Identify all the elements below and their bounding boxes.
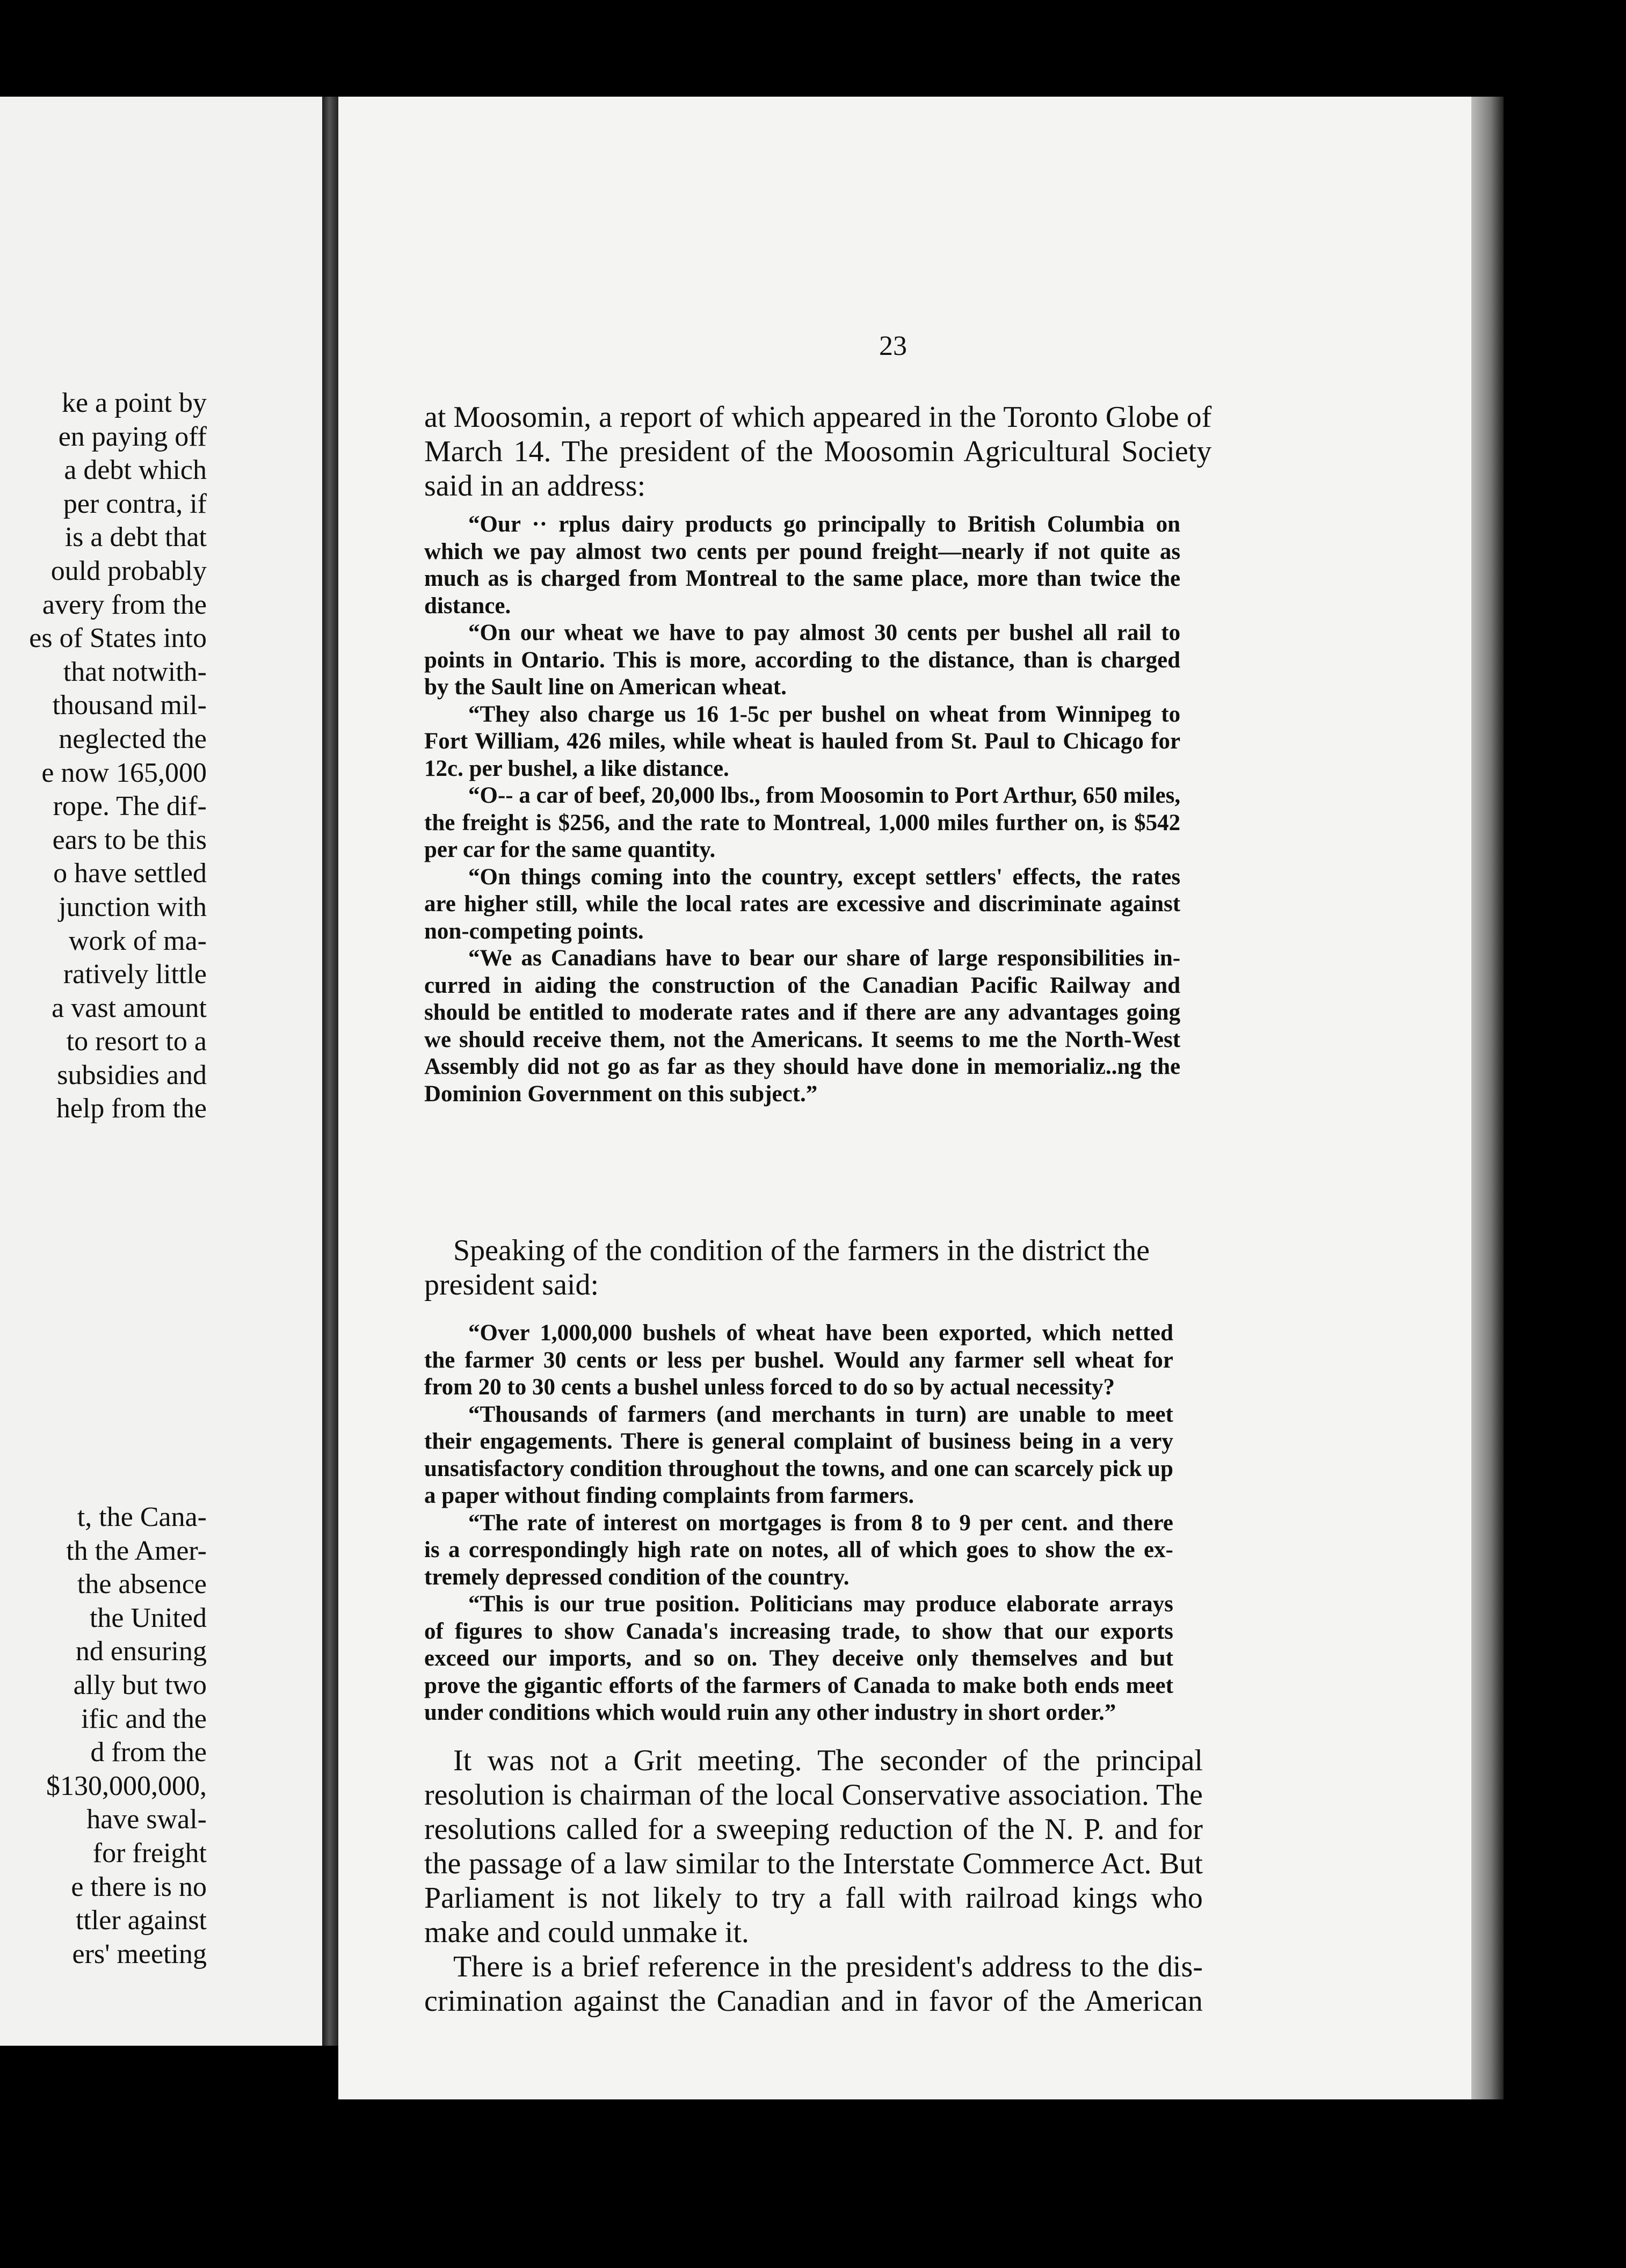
text-line: “They also charge us 16 1-5c per bushel on wheat from Winnipeg to <box>468 701 1181 727</box>
text-line: Dominion Government on this subject.” <box>424 1081 818 1107</box>
text-line: “Over 1,000,000 bushels of wheat have been exported, which netted <box>468 1320 1173 1346</box>
text-line: “We as Canadians have to bear our share of large responsibilities in- <box>468 946 1181 971</box>
left-column-line: ers' meeting <box>72 1938 207 1969</box>
left-column-line: work of ma- <box>68 925 207 956</box>
text-line: non-competing points. <box>424 918 644 944</box>
left-column-line: have swal- <box>86 1804 207 1835</box>
book-gutter <box>322 97 338 2046</box>
text-line: much as is charged from Montreal to the same place, more than twice the <box>424 566 1181 591</box>
left-column-line: th the Amer- <box>66 1535 207 1566</box>
text-line: their engagements. There is general complaint of business being in a very <box>424 1429 1173 1454</box>
left-column-line: per contra, if <box>63 488 207 519</box>
left-column-line: a debt which <box>64 455 207 486</box>
text-line: curred in aiding the construction of the Canadian Pacific Railway and <box>424 972 1181 998</box>
left-column-line: en paying off <box>58 421 207 452</box>
text-line: the freight is $256, and the rate to Montreal, 1,000 miles further on, is $542 <box>424 810 1181 835</box>
text-line: Fort William, 426 miles, while wheat is hauled from St. Paul to Chicago for <box>424 729 1181 754</box>
text-line: 12c. per bushel, a like distance. <box>424 755 729 781</box>
text-line: distance. <box>424 593 511 619</box>
text-line: “Our ·· rplus dairy products go principally to British Columbia on <box>468 512 1181 537</box>
text-line: of figures to show Canada's increasing trade, to show that our exports <box>424 1618 1173 1644</box>
left-column-line: junction with <box>59 891 207 922</box>
quote-block-1 <box>424 511 1180 1108</box>
text-line: at Moosomin, a report of which appeared in the Toronto Globe of <box>424 401 1212 434</box>
text-line: from 20 to 30 cents a bushel unless forced to do so by actual necessity? <box>424 1375 1115 1400</box>
text-line: the farmer 30 cents or less per bushel. Would any farmer sell wheat for <box>424 1347 1173 1373</box>
left-column-top <box>0 387 207 1126</box>
text-line: should be entitled to moderate rates and if there are any advantages going <box>424 1000 1181 1025</box>
left-column-line: rope. The dif- <box>53 791 207 822</box>
text-line: unsatisfactory condition throughout the towns, and one can scarcely pick up <box>424 1456 1173 1481</box>
left-column-line: ke a point by <box>61 388 207 418</box>
left-column-line: $130,000,000, <box>46 1770 207 1801</box>
left-column-line: help from the <box>56 1093 207 1124</box>
left-column-line: ific and the <box>81 1703 207 1734</box>
text-line: It was not a Grit meeting. The seconder of the principal <box>453 1744 1203 1777</box>
left-column-line: ally but two <box>73 1669 207 1700</box>
text-line: is a correspondingly high rate on notes, all of which goes to show the ex- <box>424 1537 1173 1562</box>
closing-paragraphs <box>424 1743 1203 2018</box>
left-column-line: is a debt that <box>64 522 207 553</box>
intro-paragraph <box>424 400 1211 503</box>
text-line: resolutions called for a sweeping reduction of the N. P. and for <box>424 1813 1203 1846</box>
text-line: we should receive them, not the Americans. It seems to me the North-West <box>424 1027 1181 1052</box>
text-line: March 14. The president of the Moosomin Agricultural Society <box>424 435 1212 468</box>
left-column-line: t, the Cana- <box>77 1502 207 1532</box>
left-column-line: e now 165,000 <box>41 757 207 788</box>
left-column-line: o have settled <box>53 858 207 889</box>
left-column-line: for freight <box>92 1837 207 1869</box>
right-page <box>338 97 1471 2099</box>
text-line: by the Sault line on American wheat. <box>424 674 787 700</box>
text-line: “Thousands of farmers (and merchants in turn) are unable to meet <box>468 1401 1173 1427</box>
text-line: There is a brief reference in the president's address to the dis- <box>453 1950 1203 1983</box>
text-line: Speaking of the condition of the farmers in the district the <box>453 1234 1150 1267</box>
page-edge <box>1471 97 1504 2099</box>
text-line: said in an address: <box>424 469 646 503</box>
left-column-line: a vast amount <box>52 992 207 1023</box>
left-column-line: ratively little <box>63 959 207 990</box>
left-column-line: subsidies and <box>57 1059 207 1091</box>
text-line: resolution is chairman of the local Conservative association. The <box>424 1778 1203 1812</box>
left-column-line: e there is no <box>71 1871 207 1902</box>
text-line: “O-- a car of beef, 20,000 lbs., from Moosomin to Port Arthur, 650 miles, <box>468 783 1181 808</box>
text-line: under conditions which would ruin any other industry in short order.” <box>424 1700 1116 1725</box>
text-line: Parliament is not likely to try a fall with railroad kings who <box>424 1881 1203 1915</box>
text-line: “On things coming into the country, except settlers' effects, the rates <box>468 864 1181 890</box>
left-column-line: es of States into <box>29 623 207 654</box>
text-line: tremely depressed condition of the country. <box>424 1564 850 1590</box>
text-line: Assembly did not go as far as they should have done in memorializ..ng the <box>424 1054 1181 1079</box>
left-column-line: avery from the <box>42 589 207 620</box>
left-column-line: the United <box>89 1602 207 1633</box>
text-line: “The rate of interest on mortgages is from 8 to 9 per cent. and there <box>468 1510 1173 1536</box>
left-page <box>0 97 322 2046</box>
left-column-line: d from the <box>90 1737 207 1768</box>
text-line: prove the gigantic efforts of the farmers of Canada to make both ends meet <box>424 1673 1173 1698</box>
text-line: crimination against the Canadian and in favor of the American <box>424 1985 1203 2018</box>
text-line: which we pay almost two cents per pound freight—nearly if not quite as <box>424 539 1181 564</box>
text-line: per car for the same quantity. <box>424 837 716 862</box>
text-line: are higher still, while the local rates are excessive and discriminate against <box>424 891 1181 917</box>
speaking-paragraph <box>424 1233 1150 1302</box>
left-column-line: to resort to a <box>66 1026 207 1057</box>
text-line: make and could unmake it. <box>424 1916 749 1949</box>
left-column-line: that notwith- <box>63 656 207 687</box>
quote-block-2 <box>424 1320 1173 1727</box>
left-column-line: ould probably <box>50 555 207 586</box>
text-line: “This is our true position. Politicians may produce elaborate arrays <box>468 1591 1173 1617</box>
text-line: a paper without finding complaints from farmers. <box>424 1483 914 1508</box>
text-line: the passage of a law similar to the Interstate Commerce Act. But <box>424 1847 1203 1880</box>
text-line: points in Ontario. This is more, according to the distance, than is charged <box>424 647 1181 673</box>
text-line: president said: <box>424 1268 599 1302</box>
left-column-line: the absence <box>77 1569 207 1600</box>
left-column-line: ears to be this <box>52 824 207 855</box>
left-column-line: ttler against <box>75 1905 207 1936</box>
left-column-line: neglected the <box>59 723 207 754</box>
text-line: exceed our imports, and so on. They deceive only themselves and but <box>424 1646 1173 1671</box>
left-column-bottom <box>0 1501 207 1971</box>
page-number: 23 <box>879 331 907 361</box>
text-line: “On our wheat we have to pay almost 30 cents per bushel all rail to <box>468 620 1181 645</box>
left-column-line: nd ensuring <box>75 1636 207 1667</box>
left-column-line: thousand mil- <box>52 690 207 721</box>
